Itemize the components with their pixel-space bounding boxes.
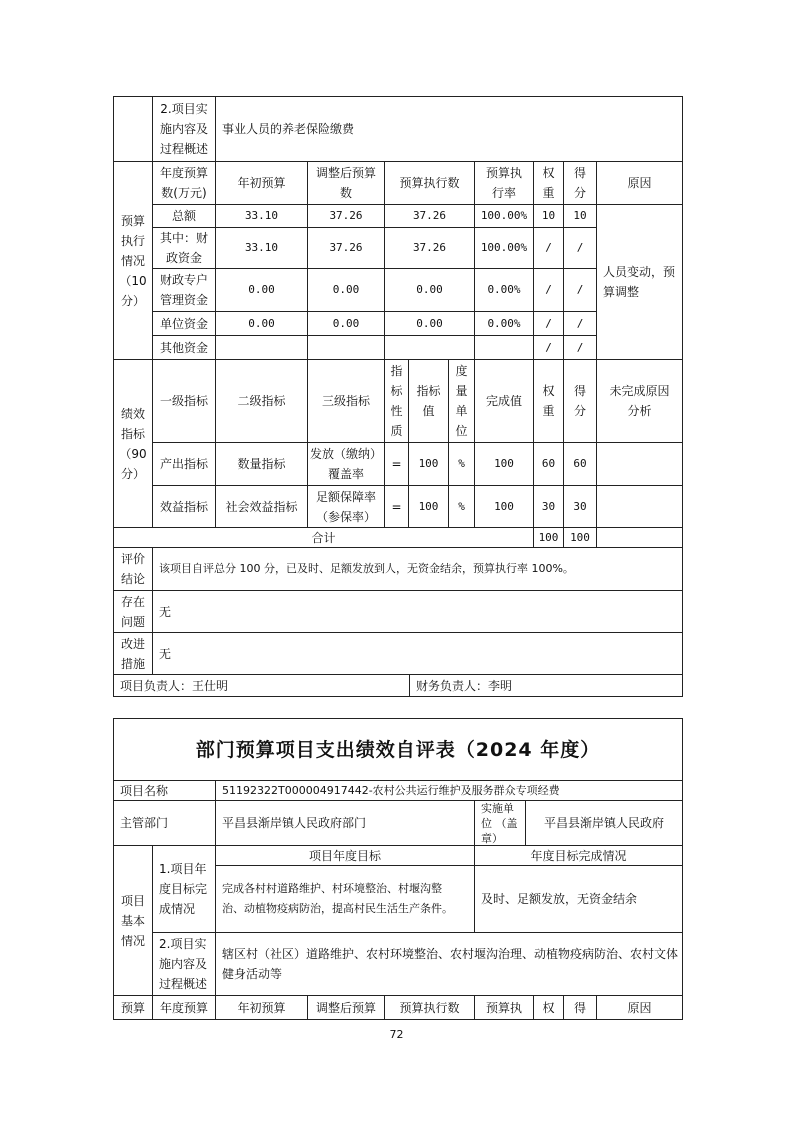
goal-text: 完成各村村道路维护、村环境整治、村堰沟整 治、动植物疫病防治，提高村民生活生产条件。 (215, 865, 475, 933)
budget-header-2: 得 (563, 995, 597, 1020)
budget-executed: 37.26 (384, 204, 475, 228)
perf-value: 100 (408, 442, 449, 486)
conclusion-label: 评价 结论 (113, 547, 153, 591)
budget-header-2: 调整后预算 (307, 995, 385, 1020)
budget-header: 原因 (596, 161, 683, 205)
basic-info-label: 项目 基本 情况 (113, 845, 153, 996)
form-title: 部门预算项目支出绩效自评表（2024 年度） (113, 718, 683, 781)
impl-label-2: 2.项目实 施内容及 过程概述 (152, 932, 216, 996)
budget-row-label: 单位资金 (152, 311, 216, 336)
budget-score: / (563, 227, 597, 269)
budget-score: 10 (563, 204, 597, 228)
budget-header-2: 预算 (113, 995, 153, 1020)
perf-header: 二级指标 (215, 359, 308, 443)
perf-done: 100 (474, 442, 534, 486)
perf-header: 完成值 (474, 359, 534, 443)
perf-l2: 数量指标 (215, 442, 308, 486)
goal-label: 1.项目年 度目标完 成情况 (152, 845, 216, 933)
perf-reason (596, 485, 683, 528)
budget-initial (215, 335, 308, 360)
budget-adjusted: 37.26 (307, 227, 385, 269)
total-weight: 100 (533, 527, 564, 548)
budget-score: / (563, 335, 597, 360)
perf-l3: 足额保障率 （参保率） (307, 485, 385, 528)
budget-header: 权 重 (533, 161, 564, 205)
problems-label: 存在 问题 (113, 590, 153, 633)
perf-l3: 发放（缴纳） 覆盖率 (307, 442, 385, 486)
perf-header: 三级指标 (307, 359, 385, 443)
budget-header: 得 分 (563, 161, 597, 205)
impl-text-2: 辖区村（社区）道路维护、农村环境整治、农村堰沟治理、动植物疫病防治、农村文体健身活动等 (215, 932, 683, 996)
perf-nature: = (384, 442, 409, 486)
perf-unit: % (448, 485, 475, 528)
budget-header: 年初预算 (215, 161, 308, 205)
budget-header-2: 原因 (596, 995, 683, 1020)
budget-weight: 10 (533, 204, 564, 228)
budget-rate: 0.00% (474, 311, 534, 336)
perf-unit: % (448, 442, 475, 486)
budget-adjusted: 37.26 (307, 204, 385, 228)
perf-reason (596, 442, 683, 486)
perf-value: 100 (408, 485, 449, 528)
budget-initial: 33.10 (215, 204, 308, 228)
project-name-label: 项目名称 (113, 780, 216, 801)
finance-lead: 财务负责人：李明 (409, 674, 683, 697)
budget-adjusted (307, 335, 385, 360)
budget-weight: / (533, 227, 564, 269)
blank-cell (113, 96, 153, 162)
budget-initial: 33.10 (215, 227, 308, 269)
budget-weight: / (533, 335, 564, 360)
perf-header: 指标 值 (408, 359, 449, 443)
perf-l2: 社会效益指标 (215, 485, 308, 528)
problems-text: 无 (152, 590, 683, 633)
budget-score: / (563, 311, 597, 336)
impl-text: 事业人员的养老保险缴费 (215, 96, 683, 162)
budget-header-2: 权 (533, 995, 564, 1020)
budget-header-2: 年初预算 (215, 995, 308, 1020)
improve-label: 改进 措施 (113, 632, 153, 675)
improve-text: 无 (152, 632, 683, 675)
conclusion-text: 该项目自评总分 100 分，已及时、足额发放到人，无资金结余，预算执行率 100%。 (152, 547, 683, 591)
budget-weight: / (533, 268, 564, 312)
impl-unit-label: 实施单 位 （盖 章） (474, 800, 526, 846)
budget-initial: 0.00 (215, 311, 308, 336)
budget-header-2: 年度预算 (152, 995, 216, 1020)
total-score: 100 (563, 527, 597, 548)
budget-executed: 37.26 (384, 227, 475, 269)
page-number: 72 (389, 1028, 404, 1041)
impl-label: 2.项目实 施内容及 过程概述 (152, 96, 216, 162)
budget-row-label: 其中：财 政资金 (152, 227, 216, 269)
impl-unit-value: 平昌县渐岸镇人民政府 (525, 800, 683, 846)
budget-row-label: 其他资金 (152, 335, 216, 360)
budget-section-label: 预算 执行 情况 （10 分） (113, 161, 153, 360)
dept-label: 主管部门 (113, 800, 216, 846)
perf-nature: = (384, 485, 409, 528)
perf-done: 100 (474, 485, 534, 528)
perf-l1: 效益指标 (152, 485, 216, 528)
perf-header: 得 分 (563, 359, 597, 443)
budget-rate: 100.00% (474, 227, 534, 269)
budget-adjusted: 0.00 (307, 311, 385, 336)
goal-header: 项目年度目标 (215, 845, 475, 866)
total-blank (596, 527, 683, 548)
budget-weight: / (533, 311, 564, 336)
budget-header: 预算执行数 (384, 161, 475, 205)
budget-initial: 0.00 (215, 268, 308, 312)
budget-rate (474, 335, 534, 360)
perf-score: 30 (563, 485, 597, 528)
total-label: 合计 (113, 527, 534, 548)
dept-value: 平昌县渐岸镇人民政府部门 (215, 800, 475, 846)
project-name-value: 51192322T000004917442-农村公共运行维护及服务群众专项经费 (215, 780, 683, 801)
budget-row-label: 财政专户 管理资金 (152, 268, 216, 312)
project-lead: 项目负责人：王仕明 (113, 674, 410, 697)
budget-reason: 人员变动，预 算调整 (596, 204, 683, 360)
perf-header: 指 标 性 质 (384, 359, 409, 443)
perf-l1: 产出指标 (152, 442, 216, 486)
perf-weight: 30 (533, 485, 564, 528)
budget-header-2: 预算执行数 (384, 995, 475, 1020)
goal-done-header: 年度目标完成情况 (474, 845, 683, 866)
budget-executed: 0.00 (384, 268, 475, 312)
perf-weight: 60 (533, 442, 564, 486)
budget-row-label: 总额 (152, 204, 216, 228)
budget-rate: 100.00% (474, 204, 534, 228)
perf-section-label: 绩效 指标 （90 分） (113, 359, 153, 528)
budget-executed (384, 335, 475, 360)
perf-header: 未完成原因 分析 (596, 359, 683, 443)
budget-executed: 0.00 (384, 311, 475, 336)
perf-header: 度 量 单 位 (448, 359, 475, 443)
perf-header: 一级指标 (152, 359, 216, 443)
budget-score: / (563, 268, 597, 312)
budget-adjusted: 0.00 (307, 268, 385, 312)
budget-header: 预算执 行率 (474, 161, 534, 205)
goal-done-text: 及时、足额发放，无资金结余 (474, 865, 683, 933)
budget-header: 调整后预算 数 (307, 161, 385, 205)
budget-rate: 0.00% (474, 268, 534, 312)
perf-header: 权 重 (533, 359, 564, 443)
perf-score: 60 (563, 442, 597, 486)
budget-header: 年度预算 数(万元) (152, 161, 216, 205)
budget-header-2: 预算执 (474, 995, 534, 1020)
